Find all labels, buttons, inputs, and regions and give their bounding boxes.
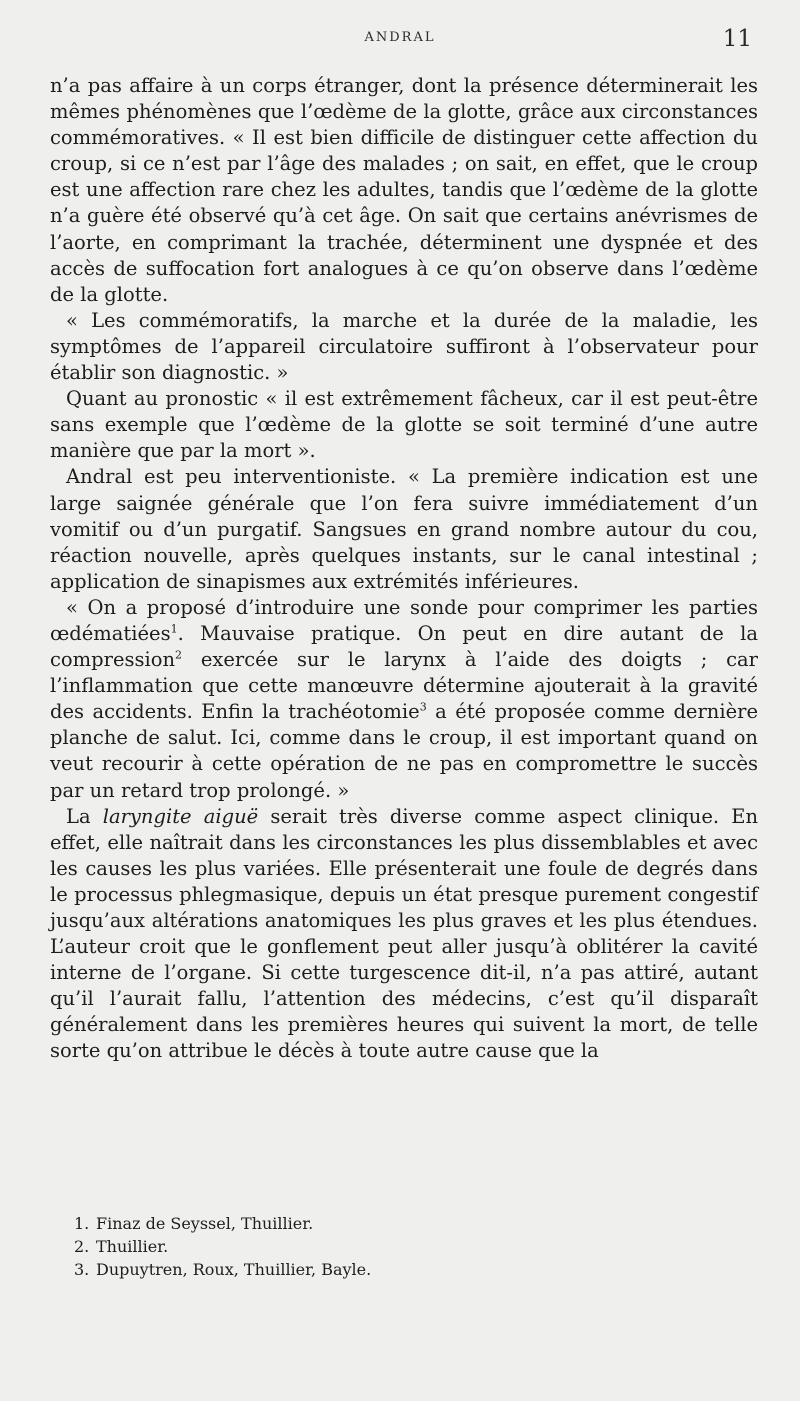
footnote-3 <box>74 1258 754 1281</box>
footnote-number: 1. <box>74 1214 90 1233</box>
paragraph-2: « Les commémoratifs, la marche et la durée de la maladie, les symptômes de l’appareil circulatoire suffiront à l’observateur pour établir son diagnostic. » <box>50 308 758 385</box>
footnote-2 <box>74 1235 754 1258</box>
footnote-number: 3. <box>74 1260 90 1279</box>
italic-term: laryngite aiguë <box>102 804 259 828</box>
paragraph-5-part-b: . Mauvaise pratique. On peut en dire autant de la compression <box>50 621 758 672</box>
paragraph-1: n’a pas affaire à un corps étranger, dont la présence déterminerait les mêmes phénomènes que l’œdème de la glotte, grâce aux circonstances commémoratives. « Il est bien difficile de distinguer cette affection du croup, si ce n’est par l’âge des malades ; on sait, en effet, que le croup est une affection rare chez les adultes, tandis que l’œdème de la glotte n’a guère été observé qu’à cet âge. On sait que certains anévrismes de l’aorte, en comprimant la trachée, déterminent une dyspnée et des accès de suffocation fort analogues à ce qu’on observe dans l’œdème de la glotte. <box>50 74 758 306</box>
paragraph-6-part-b: serait très diverse comme aspect clinique. En effet, elle naîtrait dans les circonstances les plus dissemblables et avec les causes les plus variées. Elle présenterait une foule de degrés dans le processus phlegmasique, depuis un état presque purement congestif jusqu’aux altérations anatomiques les plus graves et les plus étendues. L’auteur croit que le gonflement peut aller jusqu’à oblitérer la cavité interne de l’organe. Si cette turgescence dit-il, n’a pas attiré, autant qu’il l’aurait fallu, l’attention des médecins, c’est qu’il disparaît généralement dans les premières heures qui suivent la mort, de telle sorte qu’on attribue le décès à toute autre cause que la <box>50 804 758 1063</box>
paragraph-3: Quant au pronostic « il est extrêmement fâcheux, car il est peut-être sans exemple que l’œdème de la glotte se soit terminé d’une autre manière que par la mort ». <box>50 387 758 463</box>
footnote-ref-1: 1 <box>170 622 178 636</box>
footnote-text: Thuillier. <box>96 1237 169 1256</box>
footnote-1 <box>74 1212 754 1235</box>
paragraph-5-part-a: « On a proposé d’introduire une sonde pour comprimer les parties œdématiées <box>50 595 758 645</box>
page-number: 11 <box>722 26 752 52</box>
footnote-text: Finaz de Seyssel, Thuillier. <box>96 1214 314 1233</box>
body-text <box>50 73 758 1065</box>
paragraph-4: Andral est peu interventioniste. « La première indication est une large saignée générale que l’on fera suivre immédiatement d’un vomitif ou d’un purgatif. Sangsues en grand nombre autour du cou, réaction nouvelle, après quelques instants, sur le canal intestinal ; application de sinapismes aux extrémités inférieures. <box>50 465 758 593</box>
running-title: ANDRAL <box>364 30 436 45</box>
paragraph-5-part-c: exercée sur le larynx à l’aide des doigts ; car l’inflammation que cette manœuvre détermine ajouterait à la gravité des accidents. Enfin la trachéotomie <box>50 648 758 724</box>
footnote-number: 2. <box>74 1237 90 1256</box>
paragraph-5-part-d: a été proposée comme dernière planche de salut. Ici, comme dans le croup, il est important quand on veut recourir à cette opération de ne pas en compromettre le succès par un retard trop prolongé. » <box>50 700 758 802</box>
footnotes <box>74 1212 754 1281</box>
footnote-ref-2: 2 <box>175 648 183 662</box>
paragraph-6 <box>50 804 758 1065</box>
paragraph-5 <box>50 595 758 804</box>
paragraph-6-part-a: La <box>66 804 103 828</box>
footnote-text: Dupuytren, Roux, Thuillier, Bayle. <box>96 1260 372 1279</box>
footnote-ref-3: 3 <box>419 700 427 714</box>
